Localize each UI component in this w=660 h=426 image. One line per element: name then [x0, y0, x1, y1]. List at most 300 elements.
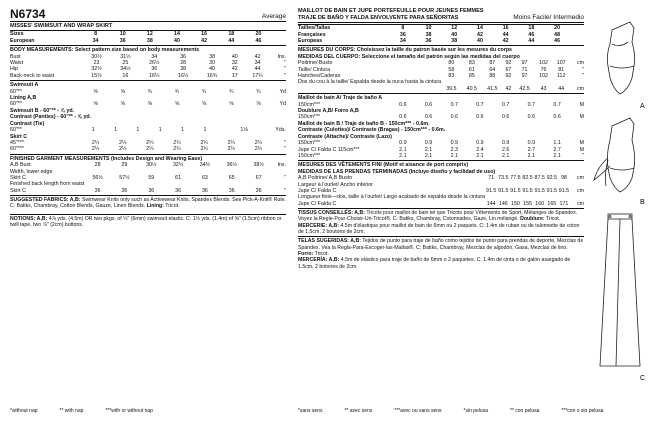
value-cell: ⅝	[174, 101, 180, 108]
value-cell: 65	[228, 174, 235, 181]
value-cell: 102	[539, 73, 548, 80]
value-cell: 85	[468, 73, 475, 80]
unit-cell: cm	[576, 85, 584, 92]
value-cell: 56½	[92, 174, 103, 181]
value-cell: 36	[425, 38, 432, 44]
value-cell: 2.6	[501, 146, 510, 153]
value-cell: 2.1	[527, 152, 536, 159]
row-label: 60"**	[10, 127, 22, 134]
value-cell: 2¼	[254, 146, 263, 153]
value-cell: 2.7	[527, 146, 536, 153]
value-cell: 40	[174, 37, 180, 44]
value-cell: 77.5	[510, 175, 521, 182]
value-cell: 92	[505, 73, 512, 80]
fabric-heading: Contrast (Panties) - 60"** - ⅝ yd.	[10, 114, 92, 121]
row-label: Sizes	[10, 31, 24, 38]
garment-title: MISSES' SWIMSUIT AND WRAP SKIRT	[10, 23, 113, 29]
body-heading-fr: MESURES DU CORPS: Choisissez la taille du patron basée sur les mesures du corps	[298, 45, 584, 53]
value-cell: 107	[556, 60, 566, 67]
value-cell: 1	[91, 127, 95, 134]
value-cell: 8	[94, 31, 98, 38]
value-cell: 1	[181, 127, 185, 134]
value-cell: 38	[209, 53, 216, 60]
value-cell: 36	[119, 37, 126, 44]
value-cell: 40	[477, 38, 483, 44]
value-cell: 36	[255, 187, 262, 194]
value-cell: 46	[255, 37, 262, 44]
value-cell: 88	[489, 73, 496, 80]
value-cell: ⅝	[93, 101, 98, 108]
unit-cell: "	[582, 152, 584, 159]
fabric-heading: Lining A,B	[10, 95, 37, 102]
value-cell: 0.7	[553, 101, 561, 108]
value-cell: 1	[203, 127, 207, 134]
value-cell: 1⅛	[240, 127, 248, 134]
value-cell: 81	[558, 66, 565, 73]
value-cell: 0.9	[476, 140, 484, 147]
unit-cell: Ins.	[277, 162, 286, 169]
value-cell: 0.9	[501, 140, 510, 147]
footnote: ***avec ou sans sens	[394, 408, 442, 414]
value-cell: 0.6	[399, 114, 407, 121]
merceria: MERCERÍA: A,B: 4.5m de elástico para traje de baño de 6mm o 2 paquetes. C: 1.4m de cinta o de galón asargado de 1.5cm, 2 botones de 2cm.	[298, 257, 571, 270]
unit-cell: Yd	[279, 88, 286, 95]
english-chart	[10, 8, 286, 228]
unit-cell: Yds.	[275, 127, 286, 134]
footnotes-en	[10, 408, 153, 414]
value-cell: 32	[231, 60, 238, 67]
value-cell: 36	[94, 187, 101, 194]
value-cell: 67	[255, 174, 262, 181]
value-cell: 0.6	[553, 114, 561, 121]
unit-cell: Ins.	[277, 53, 286, 60]
value-cell: 87.5	[534, 175, 545, 182]
value-cell: 83	[448, 73, 455, 80]
fabric-heading: Contraste (Culottes)/ Contraste (Bragas) - 150cm*** - 0.6m.	[298, 127, 446, 134]
footnote: ***con o sin pelusa	[561, 408, 604, 414]
value-cell: 30	[209, 60, 216, 67]
value-cell: ⅝	[93, 88, 98, 95]
figure-label-a: A	[640, 103, 645, 110]
row-label: 150cm***	[298, 114, 321, 121]
unit-cell	[272, 31, 286, 38]
value-cell: 91.5	[498, 187, 509, 194]
value-cell: 2¼	[254, 139, 263, 146]
english-header	[10, 8, 286, 22]
footnote: ** avec sens	[344, 408, 373, 414]
size-row	[298, 25, 584, 32]
difficulty-fr-es: Moins Facile/ Intermedio	[513, 13, 584, 21]
row-label: A,B Bust	[10, 162, 31, 169]
value-cell: 40	[451, 31, 458, 38]
garment-drawings	[590, 8, 652, 398]
row-label: Françaises	[298, 31, 326, 38]
value-cell: 165	[547, 200, 557, 207]
value-cell: 76	[540, 66, 547, 73]
value-cell: ⅝	[201, 101, 207, 108]
value-cell: 91.5	[546, 187, 557, 194]
value-cell: 2¼	[200, 146, 208, 153]
value-cell: 0.9	[424, 140, 433, 147]
fabric-heading: Contrast (Tie)	[10, 120, 45, 127]
row-label: 150cm***	[298, 140, 321, 147]
row-label: Largeur à l'ourlet/ Ancho inferior	[298, 181, 373, 188]
row-label: Taille/ Cintura	[298, 66, 331, 73]
row-label: 60"***	[10, 146, 24, 153]
value-cell: 42	[505, 85, 512, 92]
fabric-heading: Skirt C	[10, 133, 28, 140]
value-cell: 144	[486, 200, 496, 207]
value-cell: 17¼	[252, 72, 263, 79]
footnotes-fr-es	[298, 408, 603, 414]
fabric-heading: Maillot de bain B / Traje de baño B - 150cm*** - 0.6m.	[298, 120, 430, 127]
row-label: Width, lower edge	[10, 168, 53, 175]
body-measurements-heading: BODY MEASUREMENTS: Select pattern size based on body measurements	[10, 45, 286, 53]
value-cell: 0.9	[399, 140, 407, 147]
unit-cell: Yd	[279, 101, 286, 108]
unit-cell: "	[284, 187, 286, 194]
unit-cell: "	[284, 60, 286, 67]
value-cell: 82.5	[522, 175, 533, 182]
value-cell: 71	[521, 66, 528, 73]
swimsuit-a-drawing	[607, 22, 634, 94]
value-cell: ⅝	[120, 88, 125, 95]
unit-cell: M	[579, 146, 584, 153]
value-cell: 98	[560, 175, 567, 182]
finished-row	[298, 201, 584, 207]
value-cell: ¾	[174, 88, 180, 95]
fabric-row	[298, 153, 584, 159]
value-cell: 26½	[149, 60, 160, 67]
value-cell: 44	[528, 38, 535, 44]
figure-label-c: C	[640, 375, 646, 382]
value-cell: 2.7	[553, 146, 561, 153]
row-label: 150cm***	[298, 152, 321, 159]
title-es: TRAJE DE BAÑO Y FALDA ENVOLVENTE PARA SEÑORITAS	[298, 14, 459, 21]
footnote: ** with nap	[59, 408, 84, 414]
finished-measurements-heading: FINISHED GARMENT MEASUREMENTS (Includes Design and Wearing Ease)	[10, 154, 286, 162]
value-cell: 36	[151, 66, 158, 73]
suggested-fabrics: SUGGESTED FABRICS: A,B: Swimwear Knits only such as Activewear Knits, Spandex Blends. See Pick-A-Knit® Rule. C: Batiks, Chambray, Cotton Blends, Gauze, Linen Blends. Lining: Tricot.	[10, 197, 286, 210]
value-cell: 16½	[178, 72, 189, 79]
value-cell: 44	[558, 85, 565, 92]
value-cell: 14	[477, 25, 483, 32]
value-cell: 29	[121, 162, 128, 169]
row-label: 45"***	[10, 139, 24, 146]
value-cell: 23	[93, 60, 100, 67]
unit-cell: M	[579, 140, 584, 147]
value-cell: 80	[448, 60, 455, 67]
row-label: Jupe C/ Falda C	[298, 200, 337, 207]
value-cell: 16¾	[206, 72, 218, 79]
value-cell: 25	[122, 60, 129, 67]
size-table	[10, 30, 286, 44]
value-cell: ⅝	[256, 101, 261, 108]
skirt-c-drawing	[600, 214, 640, 366]
unit-cell: M	[579, 114, 584, 121]
value-cell: 150	[511, 200, 520, 207]
value-cell: 38	[425, 31, 432, 38]
value-cell: 16	[502, 25, 509, 32]
value-cell: 38	[146, 37, 153, 44]
value-cell: ⅝	[147, 101, 153, 108]
unit-cell: "	[284, 72, 286, 79]
value-cell: 2¼	[227, 146, 235, 153]
row-label: Hanches/Caderas	[298, 73, 341, 80]
telas-sugeridas: TELAS SUGERIDAS: A,B: Tejidos de punto para traje de baño como tejidos de punto para prendas de deporte, Mezclas de Spandex. Vea la Regla-Para-Escoger-las-Mallas®. C: Batiks, Chambray, Mezclas de algodón, Gasa, Mezclas de lino. Forro: Tricot.	[298, 238, 584, 257]
value-cell: 0.6	[450, 114, 458, 121]
finished-heading-fr: MESURES DES VÊTEMENTS FINI (Motif et aisance de port compris)	[298, 160, 584, 168]
row-label: Longueur finie—dos, taille à l'ourlet/ Largo acabado de espalda desde la cintura	[298, 194, 486, 201]
unit-cell: "	[582, 66, 584, 73]
value-cell: ¾	[201, 88, 207, 95]
unit-cell: "	[284, 146, 286, 153]
unit-cell: "	[582, 73, 584, 80]
value-cell: 40	[231, 53, 238, 60]
value-cell: 2¼	[91, 139, 100, 146]
row-label	[298, 86, 441, 92]
value-cell: 91.5	[522, 187, 533, 194]
row-label: Waist	[10, 60, 24, 67]
value-cell: 57½	[119, 174, 130, 181]
value-cell: 91.5	[534, 187, 545, 194]
value-cell: 155	[523, 200, 532, 207]
value-cell: 2.1	[476, 152, 484, 159]
value-cell: 64	[489, 66, 496, 73]
value-cell: 2.3	[450, 146, 458, 153]
row-label: Poitrine/ Busto	[298, 60, 333, 67]
value-cell: 1	[136, 127, 140, 134]
value-cell: 0.6	[527, 114, 536, 121]
finished-measurements-table	[10, 162, 286, 194]
row-label: Back-neck to waist	[10, 72, 55, 79]
row-label: European	[10, 37, 35, 44]
unit-cell	[272, 38, 286, 44]
size-row	[10, 31, 286, 38]
value-cell: 67	[505, 66, 512, 73]
value-cell: 92	[505, 60, 512, 67]
value-cell: ¾	[256, 88, 261, 95]
body-measurements-table	[10, 54, 286, 80]
value-cell: 58	[448, 66, 455, 73]
row-label: Tailles/Tallas	[298, 25, 331, 32]
fabric-table	[298, 147, 584, 160]
value-cell: 16¼	[149, 72, 160, 79]
value-cell: 17	[231, 72, 238, 79]
value-cell: 36	[180, 53, 187, 60]
value-cell: 0.6	[501, 114, 510, 121]
value-cell: 38½	[253, 162, 264, 169]
value-cell: 63	[201, 174, 208, 181]
value-cell: 171	[559, 200, 569, 207]
row-label: Finished back length from waist	[10, 181, 85, 188]
value-cell: 2¼	[173, 139, 181, 146]
unit-cell: cm	[576, 60, 584, 67]
body-row	[298, 86, 584, 92]
value-cell: 146	[498, 200, 508, 207]
value-cell: 48	[554, 31, 561, 38]
finished-table-fr-es	[298, 175, 584, 207]
row-label: A,B Poitrine/ A,B Busto	[298, 175, 353, 182]
value-cell: 15½	[91, 72, 102, 79]
value-cell: 2.1	[399, 146, 407, 153]
unit-cell: "	[284, 174, 286, 181]
value-cell: 20	[255, 31, 262, 38]
footnote: ***with or without nap	[105, 408, 153, 414]
body-row	[10, 73, 286, 79]
value-cell: 42	[254, 53, 261, 60]
unit-cell: cm	[576, 200, 584, 207]
difficulty-label: Average	[261, 12, 286, 20]
value-cell: 91.5	[510, 187, 521, 194]
notions: NOTIONS: A,B: 4⅞ yds. (4.5m) OR two pkgs. of ¼" (6mm) swimsuit elastic. C: 1½ yds. (1.4m) of ⅝" (1.5cm) ribbon or twill tape, two ⅞" (2cm) buttons.	[10, 214, 286, 229]
fr-es-header	[298, 8, 584, 23]
row-label: 60"**	[10, 101, 22, 108]
value-cell: 42	[502, 38, 509, 44]
french-spanish-chart	[298, 8, 584, 270]
row-label: Jupe C/ Falda C 115cm***	[298, 146, 360, 153]
value-cell: 2.1	[450, 152, 458, 159]
unit-cell: "	[284, 66, 286, 73]
value-cell: 97	[521, 73, 528, 80]
fabric-meters	[298, 93, 584, 159]
value-cell: 0.7	[527, 101, 536, 108]
value-cell: 112	[556, 73, 566, 80]
value-cell: 2¼	[91, 146, 100, 153]
row-label: Bust	[10, 53, 21, 60]
value-cell: 73.5	[498, 175, 509, 182]
unit-cell: "	[284, 139, 286, 146]
fabric-row	[10, 146, 286, 152]
footnote: ** con pelusa	[510, 408, 540, 414]
value-cell: 0.6	[424, 101, 433, 108]
value-cell: 0.9	[450, 140, 458, 147]
value-cell: 12	[451, 25, 458, 32]
value-cell: 87	[489, 60, 496, 67]
value-cell: 46	[554, 38, 561, 44]
fabric-table	[10, 140, 286, 153]
value-cell: 2.1	[424, 152, 433, 159]
fabric-yardage	[10, 80, 286, 152]
value-cell: 92.5	[546, 175, 557, 182]
value-cell: 83	[468, 60, 475, 67]
value-cell: 2¼	[119, 146, 127, 153]
fabric-heading: Contraste (Attache)/ Contraste (Lazo)	[298, 133, 392, 140]
value-cell: 18	[528, 25, 535, 32]
value-cell: 12	[146, 31, 153, 38]
fabric-heading: Swimsuit A	[10, 82, 39, 89]
mercerie: MERCERIE: A,B: 4.5m d'élastique pour maillot de bain de 6mm ou 2 paquets. C: 1.4m de ruban ou de talonnette de coton de 1.5cm, 2 boutons de 2cm.	[298, 222, 580, 236]
value-cell: 8	[401, 25, 405, 32]
row-label: Dos du cou à la taille/ Espalda desde la nuca hasta la cintura	[298, 79, 442, 86]
value-cell: 0.7	[501, 101, 510, 108]
value-cell: 97	[521, 60, 528, 67]
value-cell: 39.5	[446, 85, 457, 92]
value-cell: 1	[158, 127, 162, 134]
footnote: *sin pelusa	[463, 408, 488, 414]
value-cell: 41.5	[487, 85, 498, 92]
value-cell: 36	[399, 31, 406, 38]
value-cell: 14	[174, 31, 180, 38]
figure-label-b: B	[640, 199, 645, 206]
value-cell: ¾	[229, 88, 234, 95]
value-cell: ⅝	[229, 101, 234, 108]
row-label: Hip	[10, 66, 18, 73]
row-label: Skirt C	[10, 174, 26, 181]
value-cell: 2.1	[501, 152, 510, 159]
value-cell: 0.6	[424, 114, 433, 121]
title-fr: MAILLOT DE BAIN ET JUPE PORTEFEUILLE POUR JEUNES FEMMES	[298, 8, 484, 14]
value-cell: 61	[468, 66, 475, 73]
value-cell: 43	[540, 85, 547, 92]
value-cell: 36	[228, 187, 235, 194]
tissus-conseilles: TISSUS CONSEILLÉS: A,B: Tricots pour maillot de bain tel que Tricots pour Vêtements de Sport, Mélanges de Spandex. Voyez la Regle-Pour-Choisir-Un-Tricot®. C: Batiks, Chambray, Cotonnades, Gaze, Lin mélangé. Doublure: Tricot.	[298, 208, 584, 223]
value-cell: 30½	[146, 162, 157, 169]
value-cell: 2.4	[476, 146, 484, 153]
value-cell: 160	[535, 200, 545, 207]
value-cell: 16	[201, 31, 208, 38]
value-cell: 44	[502, 31, 509, 38]
value-cell: 0.6	[399, 101, 407, 108]
european-size-row	[10, 38, 286, 44]
row-label: 60"**	[10, 88, 22, 95]
footnote: *without nap	[10, 408, 38, 414]
value-cell: 36	[148, 187, 155, 194]
value-cell: 30½	[91, 53, 102, 60]
body-heading-es: MEDIDAS DEL CUERPO: Seleccione el tamaño del patrón según las medidas del cuerpo	[298, 53, 520, 60]
value-cell: ¾	[147, 88, 153, 95]
value-cell: 42	[201, 37, 208, 44]
value-cell: 2¼	[119, 139, 127, 146]
value-cell: 1	[114, 127, 118, 134]
value-cell: 102	[539, 60, 548, 67]
value-cell: 0.7	[476, 101, 484, 108]
value-cell: 2¼	[146, 146, 154, 153]
value-cell: 34½	[120, 66, 131, 73]
value-cell: 34½	[199, 162, 211, 169]
body-table-fr-es	[298, 60, 584, 92]
value-cell: 0.6	[476, 114, 484, 121]
unit-cell: cm	[576, 175, 584, 182]
value-cell: 34	[399, 38, 406, 44]
value-cell: 36	[201, 187, 208, 194]
pattern-number: N6734	[10, 7, 46, 21]
swimsuit-b-drawing	[594, 118, 635, 192]
size-row	[298, 38, 584, 44]
finished-row	[10, 188, 286, 194]
value-cell: 2¼	[227, 139, 235, 146]
value-cell: 16	[122, 72, 129, 79]
value-cell: 42	[477, 31, 483, 38]
value-cell: 28	[94, 162, 101, 169]
value-cell: 59	[148, 174, 155, 181]
value-cell: 31½	[120, 53, 131, 60]
value-cell: 38	[451, 38, 458, 44]
value-cell: 2.1	[424, 146, 433, 153]
unit-cell	[570, 38, 584, 44]
value-cell: 2.1	[553, 152, 561, 159]
value-cell: 42	[231, 66, 238, 73]
value-cell: 34	[92, 37, 99, 44]
value-cell: 36	[121, 187, 128, 194]
unit-cell: M	[579, 101, 584, 108]
row-label: Jupe C/ Falda C	[298, 187, 337, 194]
row-label: Skirt C	[10, 187, 26, 194]
value-cell: 2¼	[146, 139, 154, 146]
value-cell: 40.5	[466, 85, 477, 92]
value-cell: 91.5	[558, 187, 570, 194]
value-cell: 32½	[172, 162, 184, 169]
